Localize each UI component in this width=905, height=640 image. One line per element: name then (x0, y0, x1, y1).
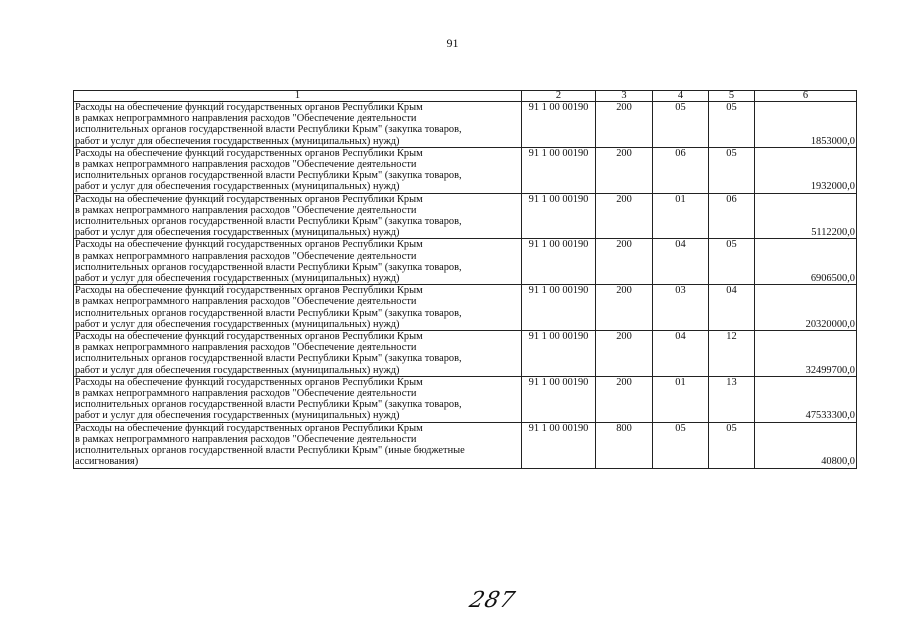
expense-description (74, 147, 522, 193)
column-header-5: 5 (709, 91, 755, 102)
description-line: в рамках непрограммного направления расходов "Обеспечение деятельности (75, 204, 417, 216)
column-header-3: 3 (596, 91, 653, 102)
column-header-1: 1 (74, 91, 522, 102)
description-line: исполнительных органов государственной власти Республики Крым" (иные бюджетные (75, 445, 465, 457)
expense-type-code: 200 (596, 102, 653, 148)
section-code: 04 (653, 331, 709, 377)
table-row (74, 376, 857, 422)
handwritten-signature: 287 (466, 588, 519, 613)
expense-description (74, 193, 522, 239)
description-line: исполнительных органов государственной власти Республики Крым" (закупка товаров, (75, 307, 462, 319)
table-row (74, 285, 857, 331)
table-row (74, 193, 857, 239)
column-header-4: 4 (653, 91, 709, 102)
description-line: ассигнования) (75, 456, 139, 468)
target-article-code: 91 1 00 00190 (522, 102, 596, 148)
subsection-code: 12 (709, 331, 755, 377)
expense-type-code: 200 (596, 193, 653, 239)
table-body (74, 102, 857, 469)
table-row (74, 102, 857, 148)
subsection-code: 05 (709, 102, 755, 148)
description-line: в рамках непрограммного направления расходов "Обеспечение деятельности (75, 296, 417, 308)
description-line: в рамках непрограммного направления расходов "Обеспечение деятельности (75, 433, 417, 445)
description-line: исполнительных органов государственной власти Республики Крым" (закупка товаров, (75, 353, 462, 365)
table-row (74, 239, 857, 285)
target-article-code: 91 1 00 00190 (522, 422, 596, 468)
page-number: 91 (446, 36, 459, 50)
description-line: исполнительных органов государственной власти Республики Крым" (закупка товаров, (75, 261, 462, 273)
section-code: 03 (653, 285, 709, 331)
table-row (74, 331, 857, 377)
expense-type-code: 200 (596, 239, 653, 285)
section-code: 05 (653, 102, 709, 148)
description-line: работ и услуг для обеспечения государственных (муниципальных) нужд) (75, 273, 400, 285)
target-article-code: 91 1 00 00190 (522, 239, 596, 285)
column-header-2: 2 (522, 91, 596, 102)
description-line: Расходы на обеспечение функций государственных органов Республики Крым (75, 102, 423, 113)
subsection-code: 05 (709, 147, 755, 193)
amount-value: 5112200,0 (755, 193, 857, 239)
description-line: работ и услуг для обеспечения государственных (муниципальных) нужд) (75, 181, 400, 193)
description-line: Расходы на обеспечение функций государственных органов Республики Крым (75, 193, 423, 205)
description-line: в рамках непрограммного направления расходов "Обеспечение деятельности (75, 250, 417, 262)
table-header-row (74, 91, 857, 102)
description-line: работ и услуг для обеспечения государственных (муниципальных) нужд) (75, 410, 400, 422)
amount-value: 1853000,0 (755, 102, 857, 148)
column-header-6: 6 (755, 91, 857, 102)
description-line: работ и услуг для обеспечения государственных (муниципальных) нужд) (75, 318, 400, 330)
amount-value: 1932000,0 (755, 147, 857, 193)
amount-value: 47533300,0 (755, 376, 857, 422)
description-line: исполнительных органов государственной власти Республики Крым" (закупка товаров, (75, 170, 462, 182)
description-line: Расходы на обеспечение функций государственных органов Республики Крым (75, 331, 423, 343)
description-line: в рамках непрограммного направления расходов "Обеспечение деятельности (75, 388, 417, 400)
expense-description (74, 285, 522, 331)
subsection-code: 05 (709, 239, 755, 285)
budget-table (73, 90, 857, 469)
description-line: Расходы на обеспечение функций государственных органов Республики Крым (75, 376, 423, 388)
section-code: 01 (653, 376, 709, 422)
section-code: 06 (653, 147, 709, 193)
description-line: Расходы на обеспечение функций государственных органов Республики Крым (75, 147, 423, 159)
amount-value: 40800,0 (755, 422, 857, 468)
description-line: в рамках непрограммного направления расходов "Обеспечение деятельности (75, 342, 417, 354)
expense-type-code: 200 (596, 285, 653, 331)
description-line: работ и услуг для обеспечения государственных (муниципальных) нужд) (75, 364, 400, 376)
description-line: исполнительных органов государственной власти Республики Крым" (закупка товаров, (75, 399, 462, 411)
expense-type-code: 800 (596, 422, 653, 468)
description-line: Расходы на обеспечение функций государственных органов Республики Крым (75, 285, 423, 297)
expense-description (74, 376, 522, 422)
description-line: исполнительных органов государственной власти Республики Крым" (закупка товаров, (75, 216, 462, 228)
expense-description (74, 331, 522, 377)
table-row (74, 147, 857, 193)
expense-type-code: 200 (596, 331, 653, 377)
target-article-code: 91 1 00 00190 (522, 376, 596, 422)
expense-description (74, 239, 522, 285)
amount-value: 32499700,0 (755, 331, 857, 377)
expense-description (74, 422, 522, 468)
target-article-code: 91 1 00 00190 (522, 331, 596, 377)
subsection-code: 13 (709, 376, 755, 422)
table-row (74, 422, 857, 468)
amount-value: 6906500,0 (755, 239, 857, 285)
section-code: 01 (653, 193, 709, 239)
target-article-code: 91 1 00 00190 (522, 285, 596, 331)
description-line: Расходы на обеспечение функций государственных органов Республики Крым (75, 422, 423, 434)
target-article-code: 91 1 00 00190 (522, 193, 596, 239)
subsection-code: 05 (709, 422, 755, 468)
description-line: в рамках непрограммного направления расходов "Обеспечение деятельности (75, 113, 417, 125)
description-line: в рамках непрограммного направления расходов "Обеспечение деятельности (75, 159, 417, 171)
section-code: 05 (653, 422, 709, 468)
expense-type-code: 200 (596, 376, 653, 422)
amount-value: 20320000,0 (755, 285, 857, 331)
description-line: работ и услуг для обеспечения государственных (муниципальных) нужд) (75, 227, 400, 239)
expense-description (74, 102, 522, 148)
section-code: 04 (653, 239, 709, 285)
subsection-code: 06 (709, 193, 755, 239)
target-article-code: 91 1 00 00190 (522, 147, 596, 193)
description-line: Расходы на обеспечение функций государственных органов Республики Крым (75, 239, 423, 251)
description-line: работ и услуг для обеспечения государственных (муниципальных) нужд) (75, 135, 400, 147)
subsection-code: 04 (709, 285, 755, 331)
description-line: исполнительных органов государственной власти Республики Крым" (закупка товаров, (75, 124, 462, 136)
expense-type-code: 200 (596, 147, 653, 193)
